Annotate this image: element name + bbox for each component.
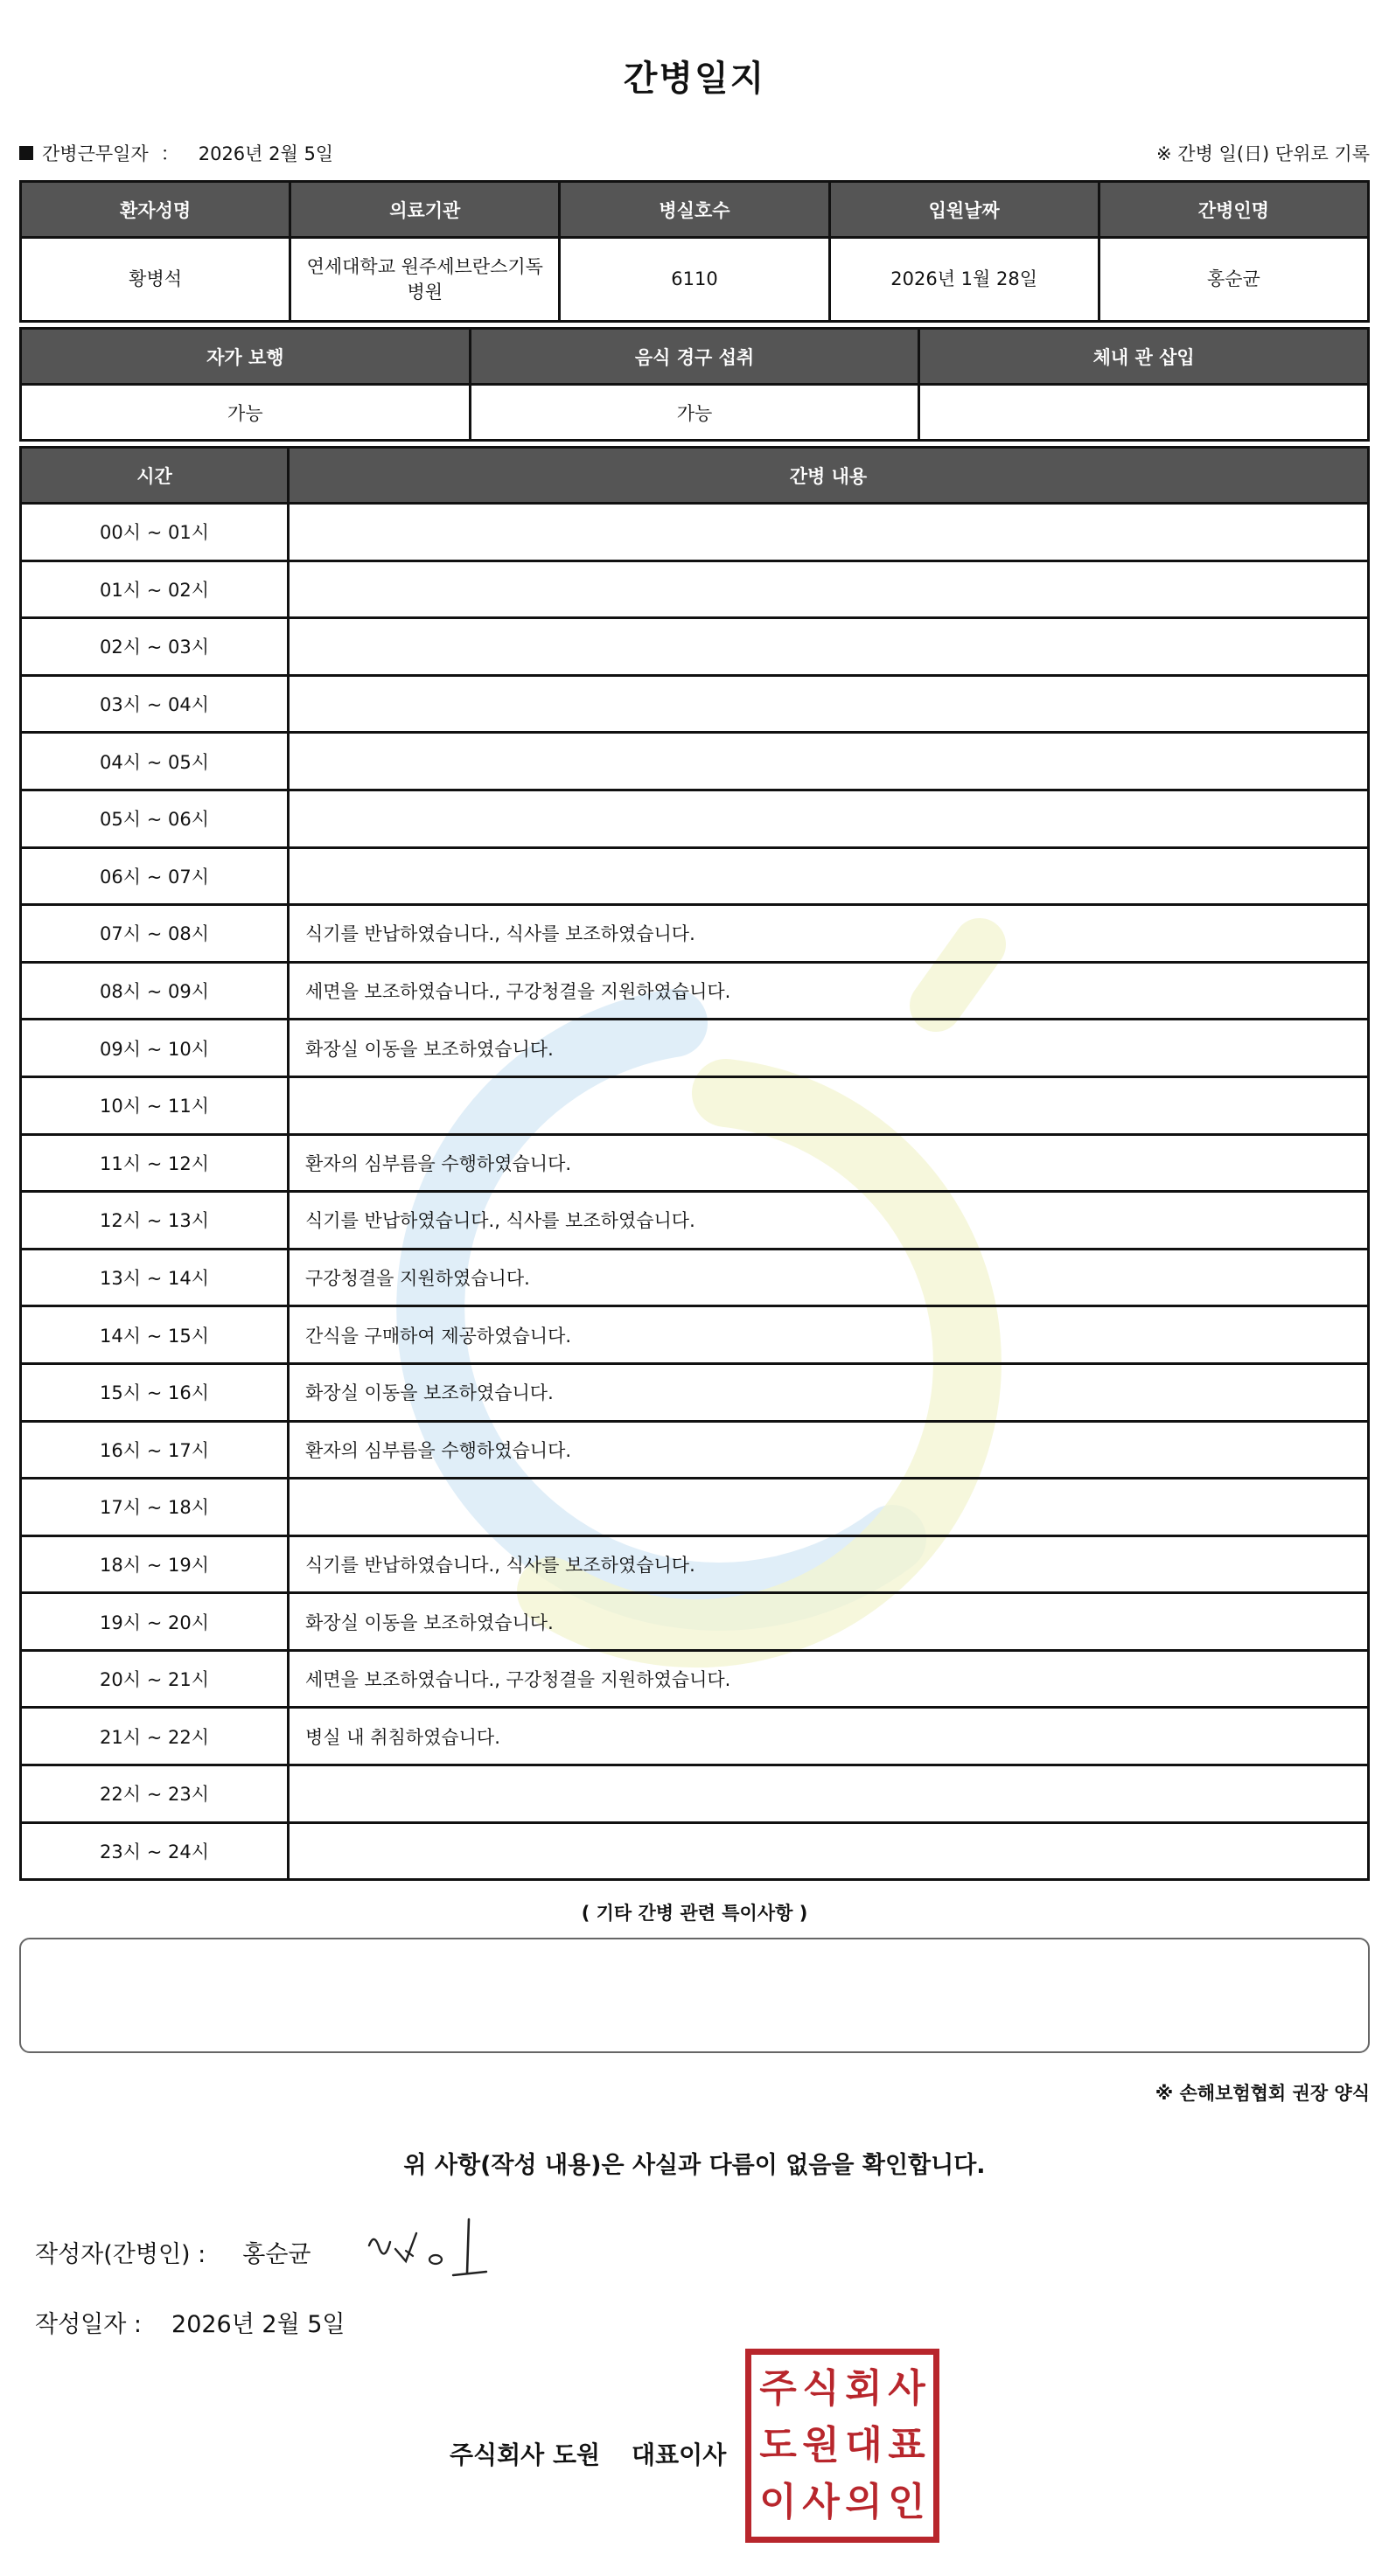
seal-char: 의	[845, 2480, 883, 2525]
time-slot: 21시 ~ 22시	[21, 1708, 289, 1765]
care-log-table	[19, 446, 1370, 1881]
admission-date: 2026년 1월 28일	[829, 238, 1099, 322]
table-row	[21, 1593, 1369, 1651]
header-tube-insertion: 체내 관 삽입	[919, 329, 1369, 385]
seal-char: 인	[888, 2480, 925, 2525]
care-log-header-row	[21, 448, 1369, 504]
special-notes-box	[19, 1938, 1370, 2053]
self-walking-value: 가능	[21, 385, 471, 441]
time-slot: 06시 ~ 07시	[21, 847, 289, 905]
form-note: ※ 손해보험협회 권장 양식	[1155, 2083, 1370, 2104]
time-slot: 12시 ~ 13시	[21, 1192, 289, 1250]
writer-label: 작성자(간병인) :	[35, 2241, 206, 2268]
table-row	[21, 675, 1369, 733]
care-content	[289, 847, 1369, 905]
header-self-walking: 자가 보행	[21, 329, 471, 385]
confirmation-statement: 위 사항(작성 내용)은 사실과 다름이 없음을 확인합니다.	[403, 2152, 986, 2179]
ceo-title: 대표이사	[632, 2440, 727, 2469]
oral-intake-value: 가능	[470, 385, 919, 441]
time-slot: 04시 ~ 05시	[21, 733, 289, 790]
seal-char: 식	[802, 2365, 840, 2411]
time-slot: 11시 ~ 12시	[21, 1134, 289, 1192]
care-content: 구강청결을 지원하였습니다.	[289, 1249, 1369, 1306]
written-date-label: 작성일자 :	[35, 2311, 143, 2338]
patient-info-table	[19, 180, 1370, 323]
header-caregiver-name: 간병인명	[1099, 182, 1368, 238]
seal-char: 이	[759, 2480, 797, 2525]
time-slot: 07시 ~ 08시	[21, 905, 289, 963]
care-content: 식기를 반납하였습니다., 식사를 보조하였습니다.	[289, 905, 1369, 963]
care-content: 식기를 반납하였습니다., 식사를 보조하였습니다.	[289, 1535, 1369, 1593]
time-slot: 10시 ~ 11시	[21, 1076, 289, 1134]
seal-char: 도	[759, 2422, 797, 2468]
seal-char: 회	[845, 2365, 883, 2411]
care-content	[289, 504, 1369, 561]
care-content: 화장실 이동을 보조하였습니다.	[289, 1363, 1369, 1421]
table-row	[21, 560, 1369, 618]
time-slot: 08시 ~ 09시	[21, 962, 289, 1020]
table-row	[21, 1822, 1369, 1880]
patient-name: 황병석	[21, 238, 290, 322]
time-slot: 01시 ~ 02시	[21, 560, 289, 618]
care-content: 식기를 반납하였습니다., 식사를 보조하였습니다.	[289, 1192, 1369, 1250]
care-content	[289, 1822, 1369, 1880]
table-row	[21, 1535, 1369, 1593]
seal-char: 원	[802, 2422, 840, 2468]
table-row	[21, 1479, 1369, 1536]
table-row	[21, 1708, 1369, 1765]
room-number: 6110	[560, 238, 829, 322]
care-content: 환자의 심부름을 수행하였습니다.	[289, 1421, 1369, 1479]
seal-char: 사	[802, 2480, 840, 2525]
care-content	[289, 675, 1369, 733]
header-care-content: 간병 내용	[289, 448, 1369, 504]
time-slot: 03시 ~ 04시	[21, 675, 289, 733]
care-content: 병실 내 취침하였습니다.	[289, 1708, 1369, 1765]
table-row	[21, 1134, 1369, 1192]
header-admission-date: 입원날짜	[829, 182, 1099, 238]
care-content: 환자의 심부름을 수행하였습니다.	[289, 1134, 1369, 1192]
seal-char: 주	[759, 2365, 797, 2411]
care-content: 간식을 구매하여 제공하였습니다.	[289, 1306, 1369, 1364]
handwritten-signature	[360, 2210, 500, 2289]
time-slot: 16시 ~ 17시	[21, 1421, 289, 1479]
company-name: 주식회사 도원	[450, 2440, 601, 2469]
writer-line	[35, 2235, 311, 2269]
hospital-name: 연세대학교 원주세브란스기독병원	[290, 238, 560, 322]
table-row	[21, 790, 1369, 847]
work-date-label: 간병근무일자	[42, 143, 149, 164]
time-slot: 09시 ~ 10시	[21, 1020, 289, 1077]
care-content: 세면을 보조하였습니다., 구강청결을 지원하였습니다.	[289, 1650, 1369, 1708]
table-row	[21, 733, 1369, 790]
header-patient-name: 환자성명	[21, 182, 290, 238]
table-row	[21, 1363, 1369, 1421]
time-slot: 17시 ~ 18시	[21, 1479, 289, 1536]
time-slot: 05시 ~ 06시	[21, 790, 289, 847]
writer-name: 홍순균	[242, 2241, 311, 2268]
time-slot: 22시 ~ 23시	[21, 1765, 289, 1823]
header-time: 시간	[21, 448, 289, 504]
care-content	[289, 1076, 1369, 1134]
square-bullet-icon	[19, 146, 33, 160]
table-row	[21, 905, 1369, 963]
table-row	[21, 618, 1369, 676]
page-title: 간병일지	[623, 59, 766, 99]
table-row	[21, 1306, 1369, 1364]
patient-info-header-row	[21, 182, 1369, 238]
special-notes-title: ( 기타 간병 관련 특이사항 )	[581, 1903, 808, 1924]
time-slot: 23시 ~ 24시	[21, 1822, 289, 1880]
table-row	[21, 1765, 1369, 1823]
time-slot: 19시 ~ 20시	[21, 1593, 289, 1651]
time-slot: 14시 ~ 15시	[21, 1306, 289, 1364]
table-row	[21, 504, 1369, 561]
header-room-number: 병실호수	[560, 182, 829, 238]
seal-char: 대	[845, 2422, 883, 2468]
care-content: 화장실 이동을 보조하였습니다.	[289, 1593, 1369, 1651]
work-date-value: 2026년 2월 5일	[198, 143, 334, 164]
caregiver-name: 홍순균	[1099, 238, 1368, 322]
time-slot: 20시 ~ 21시	[21, 1650, 289, 1708]
care-content	[289, 790, 1369, 847]
written-date-line	[35, 2305, 346, 2339]
care-content	[289, 1479, 1369, 1536]
tube-insertion-value	[919, 385, 1369, 441]
care-content	[289, 560, 1369, 618]
table-row	[21, 962, 1369, 1020]
unit-note: ※ 간병 일(日) 단위로 기록	[1156, 143, 1370, 164]
table-row	[21, 1421, 1369, 1479]
table-row	[21, 1076, 1369, 1134]
header-hospital: 의료기관	[290, 182, 560, 238]
care-content	[289, 733, 1369, 790]
time-slot: 00시 ~ 01시	[21, 504, 289, 561]
seal-char: 표	[888, 2422, 925, 2468]
patient-status-value-row	[21, 385, 1369, 441]
time-slot: 15시 ~ 16시	[21, 1363, 289, 1421]
care-content	[289, 618, 1369, 676]
table-row	[21, 847, 1369, 905]
header-oral-intake: 음식 경구 섭취	[470, 329, 919, 385]
care-content: 화장실 이동을 보조하였습니다.	[289, 1020, 1369, 1077]
time-slot: 18시 ~ 19시	[21, 1535, 289, 1593]
table-row	[21, 1192, 1369, 1250]
company-seal	[745, 2349, 939, 2543]
table-row	[21, 1249, 1369, 1306]
care-content: 세면을 보조하였습니다., 구강청결을 지원하였습니다.	[289, 962, 1369, 1020]
work-date-separator: ：	[160, 143, 179, 164]
time-slot: 02시 ~ 03시	[21, 618, 289, 676]
table-row	[21, 1650, 1369, 1708]
table-row	[21, 1020, 1369, 1077]
care-content	[289, 1765, 1369, 1823]
patient-status-header-row	[21, 329, 1369, 385]
company-line	[450, 2436, 726, 2471]
time-slot: 13시 ~ 14시	[21, 1249, 289, 1306]
patient-info-value-row	[21, 238, 1369, 322]
work-date	[19, 140, 333, 166]
seal-char: 사	[888, 2365, 925, 2411]
written-date-value: 2026년 2월 5일	[171, 2311, 346, 2338]
patient-status-table	[19, 327, 1370, 442]
